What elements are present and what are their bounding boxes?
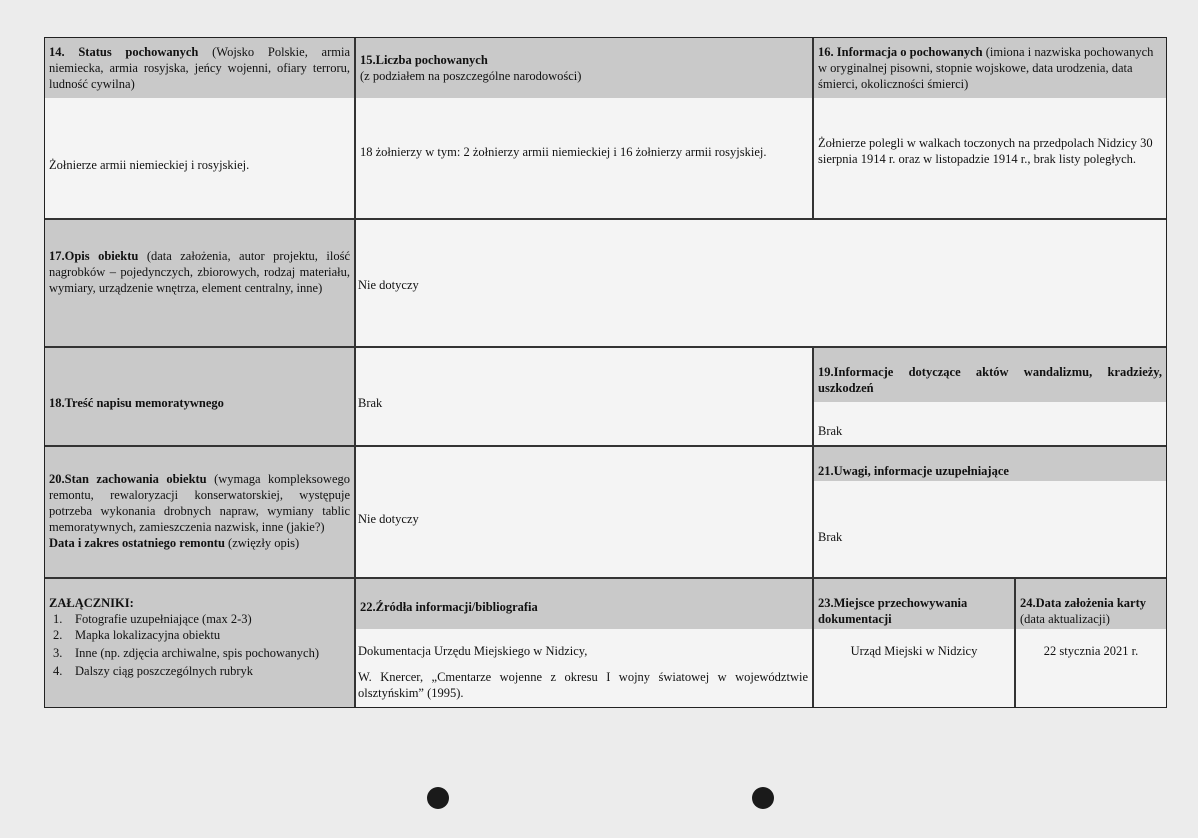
punch-hole <box>427 787 449 809</box>
field-17-value: Nie dotyczy <box>358 278 419 292</box>
field-14-header <box>45 38 354 98</box>
field-14-description: (Wojsko Polskie, armia niemiecka, armia rosyjska, jeńcy wojenni, ofiary terroru, ludność cywilna) <box>49 45 351 91</box>
field-24-description: (data aktualizacji) <box>1020 612 1110 626</box>
field-14-title: 14. Status pochowanych <box>49 45 199 59</box>
attachment-item: 3. Inne (np. zdjęcia archiwalne, spis pochowanych) <box>53 646 320 660</box>
field-20-repair-description: (zwięzły opis) <box>228 536 300 550</box>
field-23-header <box>814 579 1014 629</box>
field-18-header <box>45 348 354 445</box>
field-22-value-1: Dokumentacja Urzędu Miejskiego w Nidzicy, <box>358 644 588 658</box>
field-20-repair-title: Data i zakres ostatniego remontu <box>49 536 225 550</box>
attachments-list <box>49 611 350 679</box>
field-21-value: Brak <box>818 530 843 544</box>
field-16-header <box>814 38 1166 98</box>
field-22-header <box>356 579 812 629</box>
punch-hole <box>752 787 774 809</box>
field-14-value: Żołnierze armii niemieckiej i rosyjskiej. <box>49 158 250 172</box>
cemetery-record-form <box>44 37 1167 708</box>
field-21-header <box>814 447 1166 481</box>
grid-line <box>45 445 1166 447</box>
field-20-header <box>45 447 354 577</box>
attachments-block <box>45 579 354 707</box>
grid-line <box>45 346 1166 348</box>
field-17-title: 17.Opis obiektu <box>49 249 139 263</box>
field-16-description: (imiona i nazwiska pochowanych w oryginalnej pisowni, stopnie wojskowe, data urodzenia, data śmierci, okoliczności śmierci) <box>818 45 1154 91</box>
field-23-value: Urząd Miejski w Nidzicy <box>850 644 978 658</box>
field-21-title: 21.Uwagi, informacje uzupełniające <box>818 464 1009 478</box>
field-22-title: 22.Źródła informacji/bibliografia <box>360 600 538 614</box>
field-16-value: Żołnierze polegli w walkach toczonych na przedpolach Nidzicy 30 sierpnia 1914 r. oraz w listopadzie 1914 r., brak listy poległych. <box>818 136 1153 166</box>
field-15-title: 15.Liczba pochowanych <box>360 53 488 67</box>
field-17-description: (data założenia, autor projektu, ilość nagrobków – pojedynczych, zbiorowych, rodzaj materiału, wymiary, urządzenie wnętrza, element centralny, inne) <box>49 249 350 295</box>
field-20-description: (wymaga kompleksowego remontu, rewaloryzacji konserwatorskiej, występuje potrzeba wykonania drobnych napraw, wymiany tablic memoratywnych, zamieszczenia nazwisk, inne (jakie?) <box>49 472 350 534</box>
field-16-title: 16. Informacja o pochowanych <box>818 45 983 59</box>
field-19-value: Brak <box>818 424 843 438</box>
field-18-value: Brak <box>358 396 383 410</box>
grid-line <box>812 346 814 707</box>
field-15-description: (z podziałem na poszczególne narodowości) <box>360 69 582 83</box>
field-20-title: 20.Stan zachowania obiektu <box>49 472 207 486</box>
attachment-item: 2. Mapka lokalizacyjna obiektu <box>53 628 221 642</box>
field-15-value: 18 żołnierzy w tym: 2 żołnierzy armii niemieckiej i 16 żołnierzy armii rosyjskiej. <box>360 145 767 159</box>
grid-line <box>354 38 356 707</box>
grid-line <box>1014 577 1016 707</box>
field-24-value: 22 stycznia 2021 r. <box>1043 644 1139 658</box>
grid-line <box>45 577 1166 579</box>
field-17-header <box>45 220 354 346</box>
field-22-value-2: W. Knercer, „Cmentarze wojenne z okresu I wojny światowej w województwie olsztyńskim” (1995). <box>358 670 808 700</box>
attachments-title: ZAŁĄCZNIKI: <box>49 596 134 610</box>
field-24-title: 24.Data założenia karty <box>1020 596 1147 610</box>
field-23-title: 23.Miejsce przechowywania dokumentacji <box>818 596 968 626</box>
field-18-title: 18.Treść napisu memoratywnego <box>49 396 224 410</box>
field-20-value: Nie dotyczy <box>358 512 419 526</box>
field-24-header <box>1016 579 1166 629</box>
grid-line <box>45 218 1166 220</box>
attachment-item: 4. Dalszy ciąg poszczególnych rubryk <box>53 664 254 678</box>
attachment-item: 1. Fotografie uzupełniające (max 2-3) <box>53 612 252 626</box>
field-19-header <box>814 348 1166 402</box>
grid-line <box>812 38 814 220</box>
field-19-title: 19.Informacje dotyczące aktów wandalizmu, kradzieży, uszkodzeń <box>818 365 1162 395</box>
field-15-header <box>356 38 812 98</box>
